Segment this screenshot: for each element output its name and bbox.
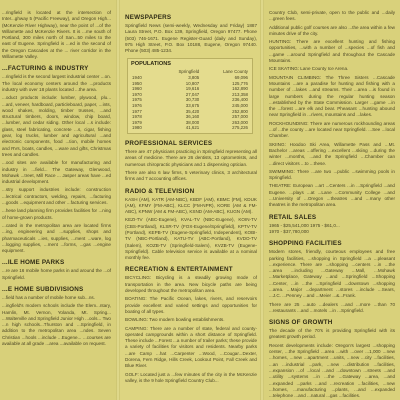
left-panel bbox=[0, 0, 116, 400]
land-text: ...hese land planning firm provides facilities for ...ning of home-grown products. bbox=[2, 208, 111, 220]
boating-text: BOATING: The Pacific Ocean, lakes, rivers, and reservoirs provide excellent and varied settings and opportunities for boating of all types. bbox=[125, 296, 257, 314]
growth-text: The decade of the 70's is providing Springfield with its greatest growth period. bbox=[269, 328, 395, 340]
population-springfield: 30,730 bbox=[185, 97, 200, 103]
population-year: 1960 bbox=[132, 86, 142, 92]
support-text: ...stry support industries include: construction ...lectrical contractors, welding, repairs, ...facturing ...goods ...equipment and other ...facturing services. bbox=[2, 187, 111, 206]
mountain-climbing-text: MOUNTAIN CLIMBING: The Three Sisters ...Cascade Mountains ...are a paradise for hunting and fishing with a number of ...lakes ...and streams. Their ...area ...is found in large numbers during the regular hunting season ...established by the State Commission. Larger ...game ...in the ...forest ...are elk and bear. Pheasant ...hunting abound near Springfield in ...rivers, mountains and ...lakes. bbox=[269, 74, 395, 118]
population-lane-county: 263,000 bbox=[232, 119, 248, 125]
population-lane-county: 236,400 bbox=[232, 97, 248, 103]
mobile-home-heading: ...ILE HOME PARKS bbox=[2, 259, 65, 267]
population-year: 1979 bbox=[132, 119, 142, 125]
population-springfield: 41,621 bbox=[185, 125, 200, 131]
subdivisions-text: ...field has a number of mobile home sub...ns. bbox=[2, 294, 95, 300]
professional-text-2: There are also 6 law firms, 5 veterinary clinics, 3 architectural firms and 7 accounting offices. bbox=[125, 169, 257, 182]
distribution-text: ...cated in the metropolitan area are located firms ...ing, engineering and ...supplies, shops and pharmaceuticals ...ies, supplies, ...ment ...ware, log ...logging supplies, ...ment ...forms, ...gas ...engine equipment. bbox=[2, 222, 111, 254]
products-text: ...oduct products include: lumber, plywood, plu... ...ard, veneer, hardboard, particleboard, paper, ...ints, wood shakes, molding, timber trusses, ...and structural timbers, doors, window, chip board, ...lumber, and cedar siding. Other local ...s include: glass, steel fabricating, concrete ...s, cigar, fishing gear, log trucks, lumber and agricultural ...and electronic components, food ...tion, mobile homes and RVs, boats, candles, ...ware and gifts, Christmas trees and candles. bbox=[2, 95, 111, 157]
hunting-text: HUNTING: There are excellent hunting and fishing opportunities, ...with a number of ...species ...of fish and ...game ...around Springfield and throughout the Cascade Mountains. bbox=[269, 39, 395, 64]
manufacturing-heading: ...FACTURING & INDUSTRY bbox=[2, 65, 89, 73]
population-springfield: 33,675 bbox=[185, 103, 200, 109]
population-lane-county: 252,800 bbox=[232, 108, 248, 114]
retail-heading: RETAIL SALES bbox=[269, 213, 317, 221]
bowling-text: BOWLING: Two modern bowling establishments. bbox=[125, 317, 225, 323]
population-springfield: 3,805 bbox=[188, 75, 200, 81]
header-springfield: Springfield bbox=[178, 69, 200, 75]
population-springfield: 19,616 bbox=[185, 86, 200, 92]
rockhounding-text: ROCKHOUNDING: There are numerous rockhounding areas ...of ...the county ...are located near Springfield. ...See ...local Chamber. bbox=[269, 120, 395, 139]
shopping-text: Modern stores, friendly, courteous employees and free parking facilities, ...shopping in Springfield ...a ...pleasant ...experience. There are ...shopping ...centers ...in ...the ...area ...including ...Gateway ...Mall, ...Mohawk ...Marketplace, Gateway ...and ...Springfield ...Shopping ...Center, ...in ...the ...Springfield ...downtown ...shopping ...area. ...Major ...department ...stores ...include ...Sears, ...J.C. ...Penney ...and ...Meier ...&...Frank. bbox=[269, 249, 395, 299]
population-lane-county: 257,000 bbox=[232, 114, 248, 120]
population-body bbox=[131, 75, 249, 131]
population-year: 1978 bbox=[132, 114, 142, 120]
professional-heading: PROFESSIONAL SERVICES bbox=[125, 140, 213, 148]
manufacturing-text: ...ringfield is the second largest industrial center ...on. The local economy centers around the ...products industry with over 18 plants located ...the area. bbox=[2, 74, 111, 92]
newspapers-text: Springfield News (semi-weekly, Wednesday and Friday) 1887 Laura Street, P.O. Box 139, Springfield, Oregon 97477. Phone (503) 746-1671. Eugene Register-Guard (daily and Sunday), 975 High Street, P.O. Box 10188, Eugene, Oregon 97440. Phone (503) 485-1234. bbox=[125, 23, 257, 54]
development-text: ...ood sites are available for manufacturing and industry in ...field... The Gateway, Glenwood, Mohawk ...treet, Mill Race ... Jasper areas have ...ed industrial development. bbox=[2, 160, 111, 185]
intro-text: ...ringfield is located at the intersection of Inter...ghway 5 (Pacific Freeway), and Oregon High...(McKenzie River Highway), near the point of ...of the Willamette and McKenzie Rivers. It is ...me south of Portland, 300 miles north of San...50 miles to the east of Eugene. Springfield is ...ed in the second of the Oregon Cascades at the ... river corridor in the Willamette Valley. bbox=[2, 10, 111, 60]
recreation-text: BICYCLING: Bicycling is a steadily growing mode of transportation in the area. New bicycle paths are being developed throughout the metropolitan area. bbox=[125, 275, 257, 294]
golf-courses-text: Additional public golf courses are also ...the area within a few minutes drive of the city. bbox=[269, 24, 395, 36]
golf-text: GOLF: Located just a ...few minutes of the city in the McKenzie valley, is the 9 hole Springfield Country Club... bbox=[125, 371, 257, 383]
population-springfield: 38,000 bbox=[185, 119, 200, 125]
subdivisions-heading: ...E HOME SUBDIVISIONS bbox=[2, 285, 84, 293]
population-year: 1940 bbox=[132, 75, 142, 81]
shopping-heading: SHOPPING FACILITIES bbox=[269, 240, 342, 248]
retail-text: 1965 - $25,541,000 1975 - $61,0... 1970 - $37,780,000 bbox=[269, 222, 340, 234]
population-lane-county: 213,358 bbox=[232, 91, 248, 97]
mobile-home-text: ...re are 16 mobile home parks in and around the ...of Springfield. bbox=[2, 268, 111, 280]
population-lane-county: 162,890 bbox=[232, 86, 248, 92]
growth-heading: SIGNS OF GROWTH bbox=[269, 319, 333, 327]
population-year: 1950 bbox=[132, 80, 142, 86]
tv-text: KEZI-TV (ABC-Eugene), KVAL-TV (NBC-Eugene), KOIN-TV (CBS-Portland), KLSR-TV (FOX-Eugene/Springfield), KPTV-TV (Portland), KEPB-TV (Eugene-Springfield, Independent), KOBI-TV (NBC-Portland), KATU-TV (ABC-Portland), KVDO-TV (Salem), KOZB-TV (Springfield-Salem), KVZB-TV (Eugene-Springfield). Cable television service is available at a nominal monthly fee. bbox=[125, 217, 257, 261]
theatre-text: THEATRE: European ...art ...Centers ...in ...Springfield ...and Eugene. ...plays ...at ...Lane ...Community College ...and ...University of ...Oregon ...theatres ...and ...many other theatres in the metropolitan area. bbox=[269, 183, 395, 208]
population-lane-county: 125,776 bbox=[232, 80, 248, 86]
population-row bbox=[131, 125, 249, 131]
population-table bbox=[127, 58, 253, 134]
population-year: 1976 bbox=[132, 103, 142, 109]
population-lane-county: 245,000 bbox=[232, 103, 248, 109]
radio-heading: RADIO & TELEVISION bbox=[125, 187, 195, 195]
population-springfield: 10,807 bbox=[185, 80, 200, 86]
schools-text: ...ingfield's modern schools include the Elem...ntary, Hamlin, Mt. Vernon, Yolanda, Mt. Spring... ...Walterville and Springfield Junior High ...ools... Two ...n high schools...Thurston and ...Springfield, in addition to the metropolitan area ...ndes. Seven Christian ...hools ...include ...Eugene... ...courses are available at all grade ...area ...available on request. bbox=[2, 303, 111, 347]
population-year: 1970 bbox=[132, 91, 142, 97]
population-grid bbox=[131, 69, 249, 131]
ice-skating-text: ICE SKATING: Lane County Ice Arena. bbox=[269, 66, 349, 72]
radio-text: KASH (AM), KATR (AM-NBC), KBDF (AM), KBMC (FM), KDUK (AM), KFMY (FM-ABC), KLCC (FM-NPR), KORE (AM & FM-ABC), KPNW (AM & FM-ABC), KSND (AM-ABC), KUGN (AM). bbox=[125, 196, 257, 215]
population-year: 1975 bbox=[132, 97, 142, 103]
population-springfield: 35,420 bbox=[185, 108, 200, 114]
country-club-text: Country Club, semi-private, open to the public and ...daily ...green fees. bbox=[269, 10, 395, 22]
population-lane-county: 275,226 bbox=[232, 125, 248, 131]
camping-text: CAMPING: There are a number of state, federal and county-operated campgrounds within a short distance of Springfield. These include ...Forest ...a number of trailer parks; these provide a variety of facilities for visitors and residents. Nearby parks ...are Camp ...hat ...Carpenter ...Wood, ...Cougar...Dexter, Dorena, Fern Ridge, Hills Creek, Lookout Point, Fall Creek and Blue River. bbox=[125, 325, 257, 369]
newspapers-heading: NEWSPAPERS bbox=[125, 14, 172, 21]
swimming-text: SWIMMING: There ...are two ...public ...swimming pools in Springfield. bbox=[269, 168, 395, 181]
population-title: POPULATIONS bbox=[131, 61, 171, 68]
header-lane-county: Lane County bbox=[223, 69, 248, 75]
skiing-text: SKIING: Hoodoo Ski Area, Willamette Pass and ...Mt. Bachelor ...areas ...offering ...excellent ...skiing ...during the winter ...months, ...and the Springfield ...Chamber can ...direct visitors ...to ...these. bbox=[269, 141, 395, 166]
middle-panel bbox=[120, 0, 262, 400]
population-springfield: 27,047 bbox=[185, 91, 200, 97]
population-year: 1980 bbox=[132, 125, 142, 131]
population-lane-county: 69,096 bbox=[234, 75, 248, 81]
population-year: 1977 bbox=[132, 108, 142, 114]
right-panel bbox=[264, 0, 400, 400]
recreation-heading: RECREATION & ENTERTAINMENT bbox=[125, 266, 233, 274]
shopping-text-2: There are 25 ...auto ...dealers ...and ...more ...than 70 ...restaurants ...and ...motels ...in ...Springfield. bbox=[269, 301, 395, 313]
population-springfield: 36,160 bbox=[185, 114, 200, 120]
growth-text-2: Recent developments include: Oregon's largest ...shopping center, ...the Springfield ...area ...with ...over ...1,000 ...new ...homes, ...new ...apartment ...units, ...new ...city ...facilities, ...an ...industrial ...park, ...new ...distribution ...facilities, ...expansion ...of ...local ...and ...downtown ...streets ...and ...utility ...systems ...in ...the ...Gateway ...area, ...and ...expanded ...parks ...and ...recreation ...facilities, ...new ...homes, ...manufacturing ...plants, ...and ...expanded ...telephone ...and ...natural ...gas ...facilities. bbox=[269, 342, 395, 399]
professional-text: There are 47 physicians practicing in Springfield representing all areas of medicine. There are 26 dentists, 13 optometrists, and numerous chiropractic physicians and 1 dispensing optician. bbox=[125, 149, 257, 167]
